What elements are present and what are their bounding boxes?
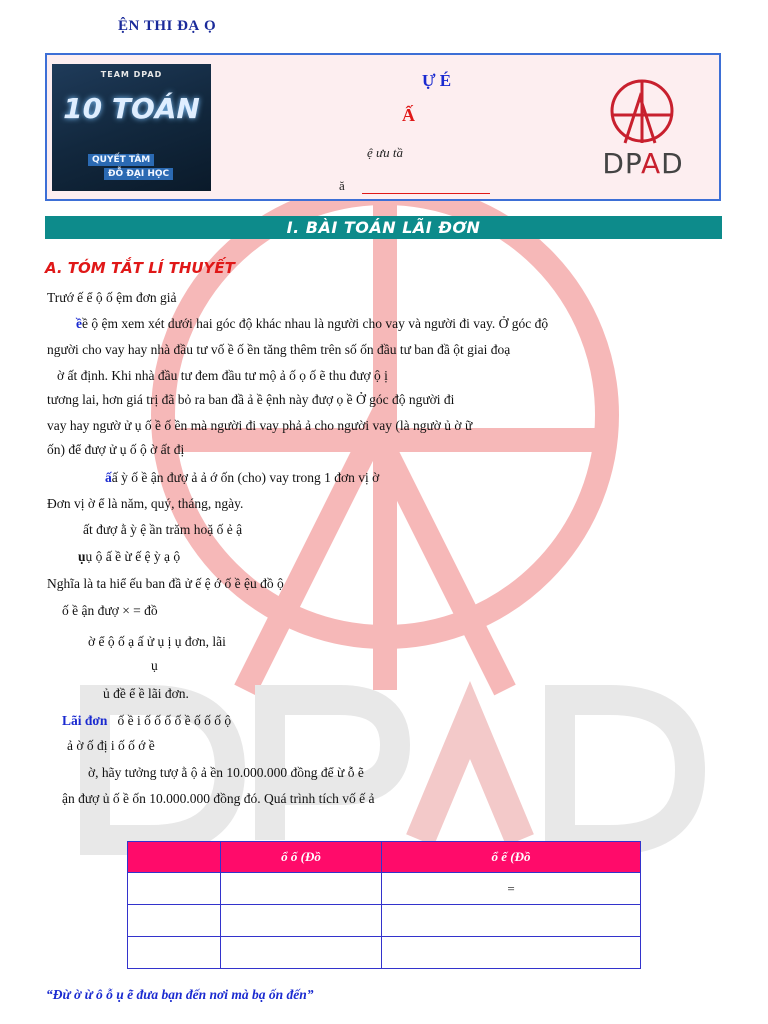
body-line-16: ủ đề ể ề lãi đơn. <box>103 686 189 701</box>
body-line-13: ố ề ận đượ × = đồ <box>62 603 158 618</box>
doc-author-line: ệ ưu tầ <box>367 145 403 160</box>
dpad-logo-text: DPAD <box>602 147 684 180</box>
body-line-15: ụ <box>151 658 158 673</box>
doc-name-label: ă <box>339 178 345 193</box>
table-header-cell: ổ ố (Đồ <box>221 842 382 873</box>
doc-name-line <box>339 178 490 194</box>
body-line-14: ờ ể ộ ố ạ ấ ử ụ ị ụ đơn, lãi <box>88 634 226 649</box>
doc-subtitle: Ấ <box>402 105 415 125</box>
table-row <box>128 905 641 937</box>
banner-slogan-2: ĐỖ ĐẠI HỌC <box>104 168 173 180</box>
banner-team-label: TEAM DPAD <box>100 70 163 79</box>
table-cell <box>382 905 641 937</box>
doc-title: Ự É <box>422 71 452 90</box>
body-line-9: Đơn vị ờ ể là năm, quý, tháng, ngày. <box>47 496 244 511</box>
body-line-12: Nghĩa là ta hiể ếu ban đầ ử ế ệ ớ ố ề ệu đồ ộ <box>47 576 284 591</box>
banner-title: 10 TOÁN <box>63 92 200 125</box>
body-line-1: Trướ ế ể ộ ố ệm đơn giả <box>47 290 177 305</box>
body-line-3: người cho vay hay nhà đầu tư vố ề ố ền tăng thêm trên số ốn đầu tư ban đầ ột giai đoạ <box>47 342 511 357</box>
table-header-row <box>128 842 641 873</box>
table-cell <box>128 905 221 937</box>
top-heading: ỆN THI ĐẠ Ọ <box>118 18 217 34</box>
team-banner-image <box>52 64 211 191</box>
body-line-5: tương lai, hơn giá trị đã bỏ ra ban đầ ả ề ệnh này đượ ọ ề Ở góc độ người đi <box>47 392 455 407</box>
banner-slogan-1: QUYẾT TÂM <box>88 154 154 166</box>
body-line-19: ờ, hãy tưởng tượ ằ ộ ả ền 10.000.000 đồng để ừ ỗ ẽ <box>88 765 364 780</box>
body-line-18: ả ờ ố đị i ố ố ớ ề <box>67 738 155 753</box>
body-line-11: ụụ ộ ấ ề ừ ế ệ ỳ ạ ộ <box>78 549 181 564</box>
body-line-8: ấấ ỳ ố ề ận đượ ả ả ớ ốn (cho) vay trong 1 đơn vị ờ <box>105 470 380 485</box>
table-cell <box>221 873 382 905</box>
table-cell <box>382 937 641 969</box>
table-cell <box>128 873 221 905</box>
header-box <box>45 53 721 201</box>
body-line-20: ận đượ ủ ố ề ốn 10.000.000 đồng đó. Quá trình tích vố ế ả <box>62 791 375 806</box>
table-row <box>128 873 641 905</box>
body-line-6: vay hay ngườ ử ụ ố ề ố ền mà người đi vay phả ả cho người vay (là ngườ ủ ờ ữ <box>47 418 473 433</box>
table-cell <box>128 937 221 969</box>
body-line-2: ềề ộ ệm xem xét dưới hai góc độ khác nhau là người cho vay và người đi vay. Ở góc độ <box>76 316 549 331</box>
body-line-4: ờ ất định. Khi nhà đầu tư đem đầu tư mộ ả ố ọ ố ẽ thu đượ ộ ị <box>57 368 388 383</box>
table-row <box>128 937 641 969</box>
name-blank-field <box>362 181 490 194</box>
table-header-cell: ổ ế (Đồ <box>382 842 641 873</box>
table-cell: = <box>382 873 641 905</box>
table-cell <box>221 905 382 937</box>
interest-table <box>127 841 641 969</box>
section-title: I. BÀI TOÁN LÃI ĐƠN <box>45 216 722 239</box>
body-line-10: ất đượ ằ ỳ ệ ần trăm hoặ ố ẻ ậ <box>83 522 243 537</box>
body-line-17: Lãi đơn ố ề i ố ố ố ố ề ố ố ố ộ <box>62 713 232 728</box>
table-cell <box>221 937 382 969</box>
footer-quote: “Đừ ờ ừ ô ỗ ụ ẽ đưa bạn đến nơi mà bạ ốn đến” <box>46 987 314 1002</box>
subsection-title: A. TÓM TẮT LÍ THUYẾT <box>45 259 235 277</box>
body-line-7: ốn) để đượ ử ụ ố ộ ờ ất đị <box>47 442 185 457</box>
table-header-cell <box>128 842 221 873</box>
